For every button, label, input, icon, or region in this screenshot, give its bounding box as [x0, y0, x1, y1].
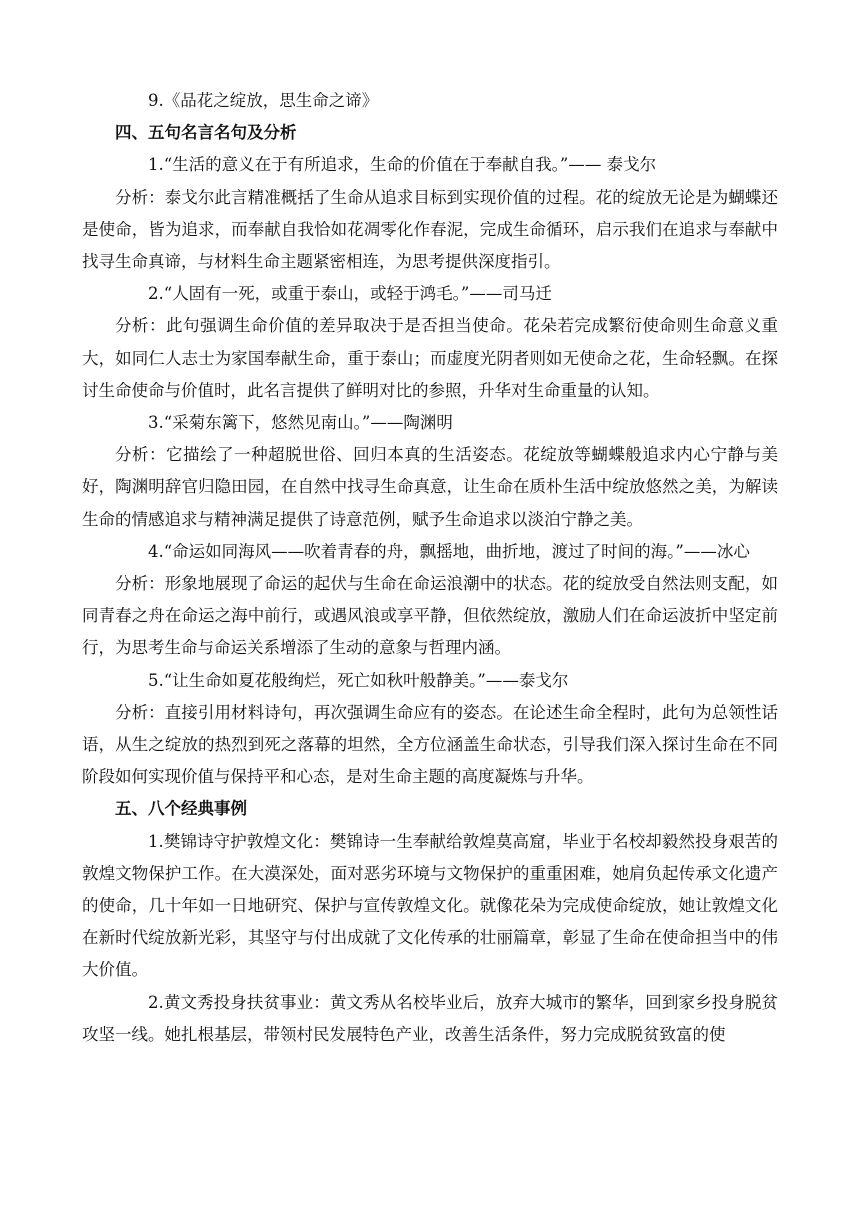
quote-text: “人固有一死，或重于泰山，或轻于鸿毛。”——司马迁 — [163, 284, 552, 304]
example-item — [82, 987, 778, 1051]
section-heading-examples: 五、八个经典事例 — [115, 799, 247, 819]
example-text: 樊锦诗守护敦煌文化：樊锦诗一生奉献给敦煌莫高窟，毕业于名校却毅然投身艰苦的敦煌文物保护工作。在大漠深处，面对恶劣环境与文物保护的重重困难，她肩负起传承文化遗产的使命，几十年如一日地研究、保护与宣传敦煌文化。就像花朵为完成使命绽放，她让敦煌文化在新时代绽放新光彩，其坚守与付出成就了文化传承的壮丽篇章，彰显了生命在使命担当中的伟大价值。 — [82, 831, 778, 980]
quote-item — [82, 278, 778, 310]
quote-number: 2. — [148, 284, 164, 304]
quote-number: 3. — [148, 413, 164, 433]
quote-text: “命运如同海风——吹着青春的舟，飘摇地，曲折地，渡过了时间的海。”——冰心 — [163, 541, 750, 561]
quote-item — [82, 665, 778, 697]
example-number: 1. — [148, 831, 164, 851]
quote-analysis: 分析：此句强调生命价值的差异取决于是否担当使命。花朵若完成繁衍使命则生命意义重大，如同仁人志士为家国奉献生命，重于泰山；而虚度光阴者则如无使命之花，生命轻飘。在探讨生命使命与价值时，此名言提供了鲜明对比的参照，升华对生命重量的认知。 — [82, 316, 778, 400]
item-number: 9. — [148, 91, 164, 110]
section-heading-quotes: 四、五句名言名句及分析 — [115, 123, 297, 143]
list-item-9 — [82, 85, 778, 117]
quote-text: “采菊东篱下，悠然见南山。”——陶渊明 — [163, 413, 453, 433]
example-number: 2. — [148, 992, 164, 1012]
quote-item — [82, 407, 778, 439]
quote-analysis: 分析：泰戈尔此言精准概括了生命从追求目标到实现价值的过程。花的绽放无论是为蝴蝶还是使命，皆为追求，而奉献自我恰如花凋零化作春泥，完成生命循环，启示我们在追求与奉献中找寻生命真谛，与材料生命主题紧密相连，为思考提供深度指引。 — [82, 187, 778, 272]
quote-item — [82, 536, 778, 568]
quote-text: “生活的意义在于有所追求，生命的价值在于奉献自我。”—— 泰戈尔 — [163, 155, 657, 175]
item-text: 《品花之绽放，思生命之谛》 — [163, 91, 379, 110]
quote-number: 4. — [148, 541, 164, 561]
quote-number: 1. — [148, 155, 164, 175]
example-text: 黄文秀投身扶贫事业：黄文秀从名校毕业后，放弃大城市的繁华，回到家乡投身脱贫攻坚一线。她扎根基层，带领村民发展特色产业，改善生活条件，努力完成脱贫致富的使 — [82, 992, 778, 1044]
quote-analysis: 分析：形象地展现了命运的起伏与生命在命运浪潮中的状态。花的绽放受自然法则支配，如同青春之舟在命运之海中前行，或遇风浪或享平静，但依然绽放，激励人们在命运波折中坚定前行，为思考生命与命运关系增添了生动的意象与哲理内涵。 — [82, 574, 778, 658]
quote-analysis: 分析：它描绘了一种超脱世俗、回归本真的生活姿态。花绽放等蝴蝶般追求内心宁静与美好，陶渊明辞官归隐田园，在自然中找寻生命真意，让生命在质朴生活中绽放悠然之美，为解读生命的情感追求与精神满足提供了诗意范例，赋予生命追求以淡泊宁静之美。 — [82, 445, 778, 529]
quote-analysis: 分析：直接引用材料诗句，再次强调生命应有的姿态。在论述生命全程时，此句为总领性话语，从生之绽放的热烈到死之落幕的坦然，全方位涵盖生命状态，引导我们深入探讨生命在不同阶段如何实现价值与保持平和心态，是对生命主题的高度凝炼与升华。 — [82, 702, 778, 787]
quote-text: “让生命如夏花般绚烂，死亡如秋叶般静美。”——泰戈尔 — [163, 670, 569, 690]
quote-number: 5. — [148, 670, 164, 690]
quote-item — [82, 149, 778, 181]
example-item — [82, 826, 778, 987]
